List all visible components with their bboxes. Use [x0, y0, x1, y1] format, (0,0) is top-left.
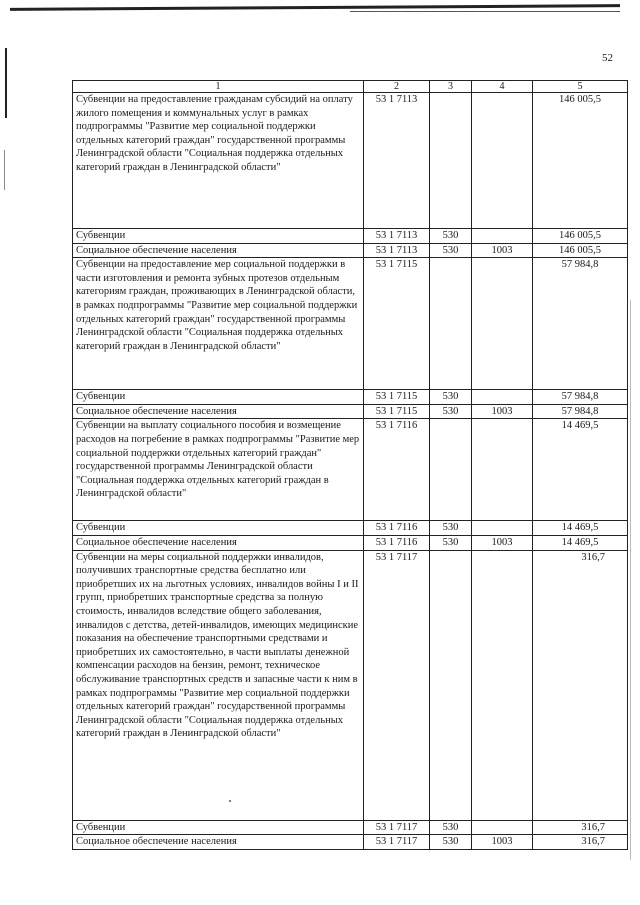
row-code: 53 1 7116: [364, 521, 430, 536]
row-vr: [430, 93, 472, 229]
row-vr: 530: [430, 535, 472, 550]
row-code: 53 1 7113: [364, 243, 430, 258]
header-col-3: 3: [430, 81, 472, 93]
row-rz: 1003: [472, 243, 533, 258]
row-vr: 530: [430, 521, 472, 536]
row-vr: [430, 419, 472, 521]
row-vr: [430, 258, 472, 390]
row-sum: 146 005,5: [533, 243, 628, 258]
row-vr: 530: [430, 820, 472, 835]
row-sum: 14 469,5: [533, 419, 628, 521]
row-name: Субвенции: [73, 820, 364, 835]
header-col-2: 2: [364, 81, 430, 93]
row-sum: 316,7: [533, 835, 628, 850]
row-rz: [472, 419, 533, 521]
header-col-5: 5: [533, 81, 628, 93]
row-name: Социальное обеспечение населения: [73, 404, 364, 419]
row-code: 53 1 7113: [364, 93, 430, 229]
table-row: [73, 820, 628, 835]
row-sum: 146 005,5: [533, 229, 628, 244]
row-vr: 530: [430, 243, 472, 258]
header-col-1: 1: [73, 81, 364, 93]
table-row: [73, 550, 628, 820]
table-row: [73, 390, 628, 405]
scan-speck: [229, 800, 231, 802]
row-rz: [472, 390, 533, 405]
row-rz: [472, 229, 533, 244]
row-rz: 1003: [472, 404, 533, 419]
row-vr: 530: [430, 835, 472, 850]
row-sum: 14 469,5: [533, 535, 628, 550]
row-code: 53 1 7117: [364, 835, 430, 850]
row-code: 53 1 7116: [364, 535, 430, 550]
row-code: 53 1 7115: [364, 404, 430, 419]
top-scan-rule-thin: [350, 11, 620, 12]
row-sum: 316,7: [533, 550, 628, 820]
row-name: Субвенции на предоставление гражданам субсидий на оплату жилого помещения и коммунальных услуг в рамках подпрограммы "Развитие мер социальной поддержки отдельных категорий граждан" государственной программы Ленинградской области "Социальная поддержка отдельных категорий граждан в Ленинградской области": [73, 93, 364, 229]
row-name: Социальное обеспечение населения: [73, 243, 364, 258]
row-vr: [430, 550, 472, 820]
table-row: [73, 229, 628, 244]
right-scan-mark: [630, 300, 631, 860]
row-sum: 57 984,8: [533, 258, 628, 390]
row-vr: 530: [430, 390, 472, 405]
row-rz: 1003: [472, 535, 533, 550]
row-name: Субвенции на меры социальной поддержки инвалидов, получивших транспортные средства бесплатно или приобретших их на льготных условиях, инвалидов войны I и II групп, приобретших транспортные средства за полную стоимость, инвалидов вследствие общего заболевания, инвалидов с детства, детей-инвалидов, имеющих медицинские показания на обеспечение транспортными средствами и приобретших их самостоятельно, в части выплаты денежной компенсации расходов на бензин, ремонт, техническое обслуживание транспортных средств и запасные части к ним в рамках подпрограммы "Развитие мер социальной поддержки отдельных категорий граждан" государственной программы Ленинградской области "Социальная поддержка отдельных категорий граждан в Ленинградской области": [73, 550, 364, 820]
page-number: 52: [602, 52, 613, 64]
budget-table: [72, 80, 628, 850]
row-name: Социальное обеспечение населения: [73, 535, 364, 550]
row-code: 53 1 7116: [364, 419, 430, 521]
left-scan-mark-faint: [4, 150, 5, 190]
table-row: [73, 404, 628, 419]
header-col-4: 4: [472, 81, 533, 93]
top-scan-rule: [10, 4, 620, 11]
row-code: 53 1 7117: [364, 820, 430, 835]
row-rz: [472, 258, 533, 390]
row-vr: 530: [430, 229, 472, 244]
table-header-row: [73, 81, 628, 93]
row-sum: 146 005,5: [533, 93, 628, 229]
table-row: [73, 243, 628, 258]
left-scan-mark: [5, 48, 7, 118]
row-code: 53 1 7113: [364, 229, 430, 244]
row-sum: 57 984,8: [533, 390, 628, 405]
row-sum: 316,7: [533, 820, 628, 835]
table-row: [73, 521, 628, 536]
row-name: Социальное обеспечение населения: [73, 835, 364, 850]
table-row: [73, 258, 628, 390]
row-sum: 57 984,8: [533, 404, 628, 419]
row-rz: [472, 93, 533, 229]
table-row: [73, 93, 628, 229]
row-rz: 1003: [472, 835, 533, 850]
row-code: 53 1 7117: [364, 550, 430, 820]
row-name: Субвенции: [73, 390, 364, 405]
row-name: Субвенции на выплату социального пособия и возмещение расходов на погребение в рамках подпрограммы "Развитие мер социальной поддержки отдельных категорий граждан" государственной программы Ленинградской области "Социальная поддержка отдельных категорий граждан в Ленинградской области": [73, 419, 364, 521]
row-rz: [472, 820, 533, 835]
row-name: Субвенции: [73, 521, 364, 536]
row-vr: 530: [430, 404, 472, 419]
row-rz: [472, 521, 533, 536]
table-row: [73, 535, 628, 550]
table-row: [73, 835, 628, 850]
row-name: Субвенции на предоставление мер социальной поддержки в части изготовления и ремонта зубных протезов отдельным категориям граждан, проживающих в Ленинградской области, в рамках подпрограммы "Развитие мер социальной поддержки отдельных категорий граждан" государственной программы Ленинградской области "Социальная поддержка отдельных категорий граждан в Ленинградской области": [73, 258, 364, 390]
row-code: 53 1 7115: [364, 258, 430, 390]
row-rz: [472, 550, 533, 820]
row-code: 53 1 7115: [364, 390, 430, 405]
row-name: Субвенции: [73, 229, 364, 244]
row-sum: 14 469,5: [533, 521, 628, 536]
table-row: [73, 419, 628, 521]
